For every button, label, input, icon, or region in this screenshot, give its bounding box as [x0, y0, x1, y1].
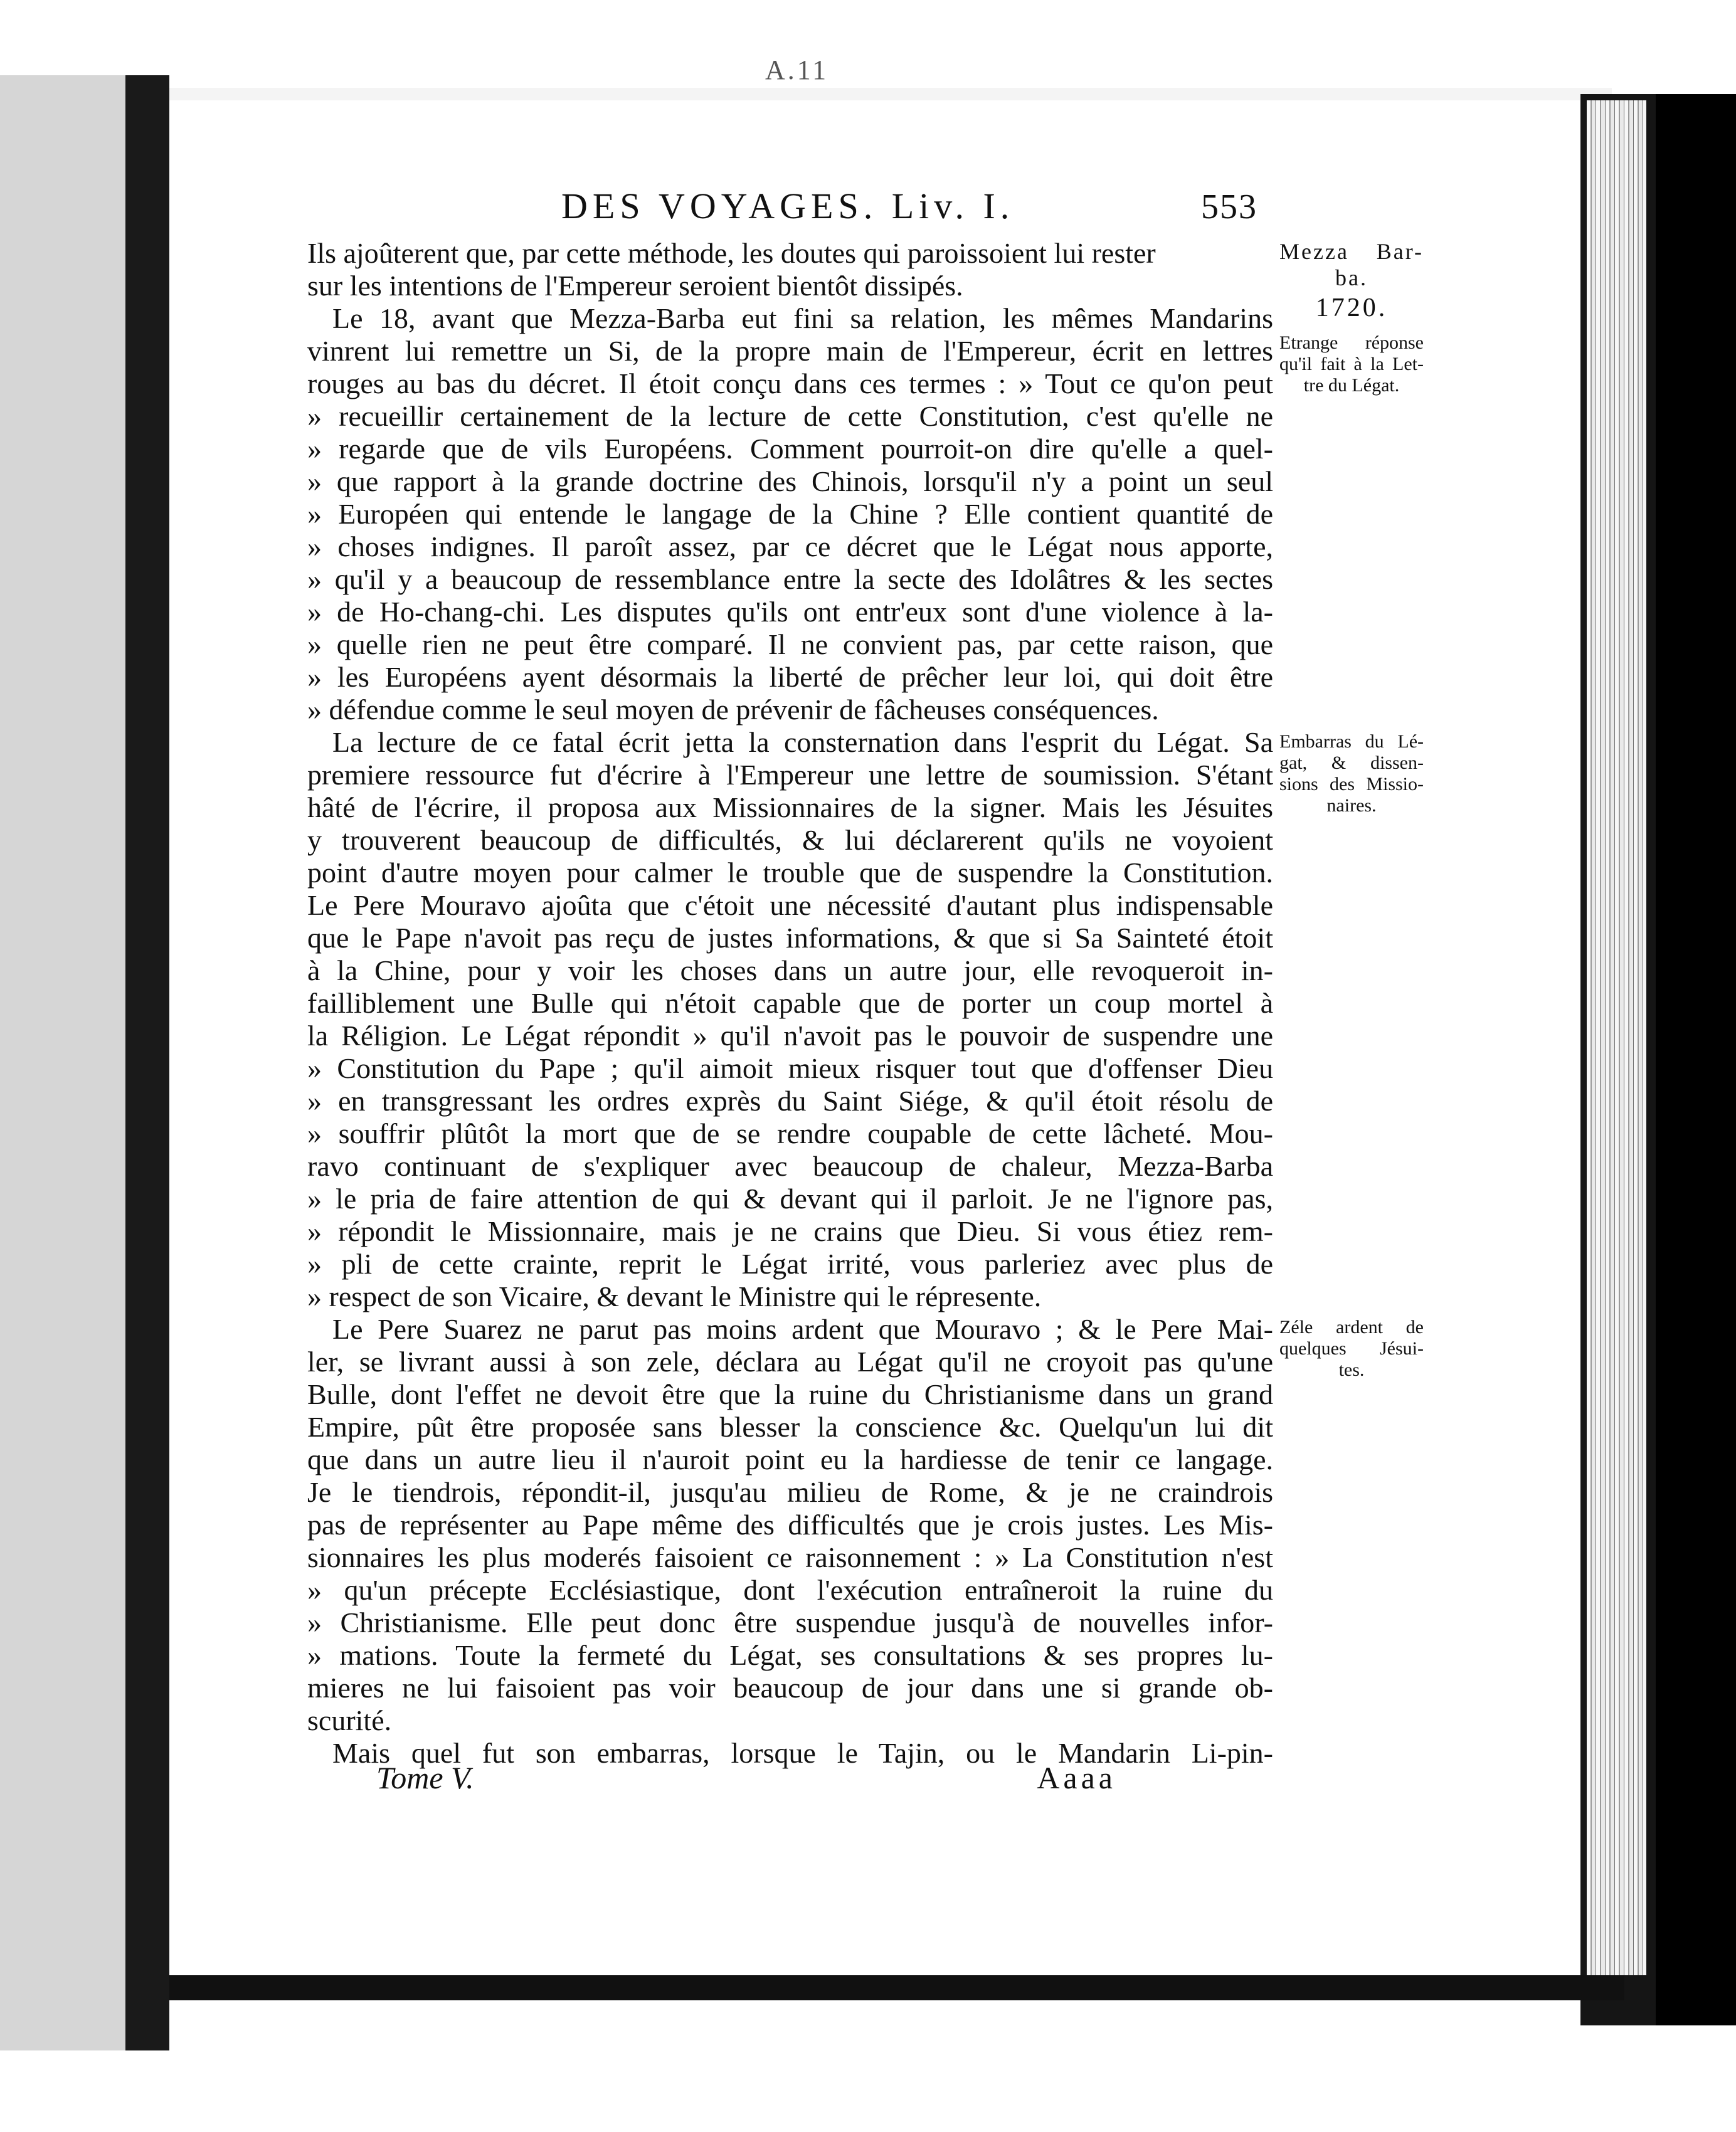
body-line: » quelle rien ne peut être comparé. Il ne convient pas, par cette raison, que: [307, 628, 1273, 660]
body-line: » en transgressant les ordres exprès du Saint Siége, & qu'il étoit résolu de: [307, 1085, 1273, 1117]
body-line: » Christianisme. Elle peut donc être suspendue jusqu'à de nouvelles infor-: [307, 1607, 1273, 1639]
margin-note-line: gat, & dissen-: [1279, 752, 1424, 773]
body-line: Le 18, avant que Mezza-Barba eut fini sa relation, les mêmes Mandarins: [332, 302, 1273, 334]
running-head: [561, 185, 1257, 229]
body-line: premiere ressource fut d'écrire à l'Empereur une lettre de soumission. S'étant: [307, 759, 1273, 791]
body-line: que le Pape n'avoit pas reçu de justes informations, & que si Sa Sainteté étoit: [307, 922, 1273, 954]
body-line: Le Pere Suarez ne parut pas moins ardent que Mouravo ; & le Pere Mai-: [332, 1313, 1273, 1345]
body-line: » qu'un précepte Ecclésiastique, dont l'exécution entraîneroit la ruine du: [307, 1574, 1273, 1606]
top-mark: A.11: [765, 55, 829, 85]
margin-note-line: 1720.: [1315, 293, 1388, 322]
body-line: » pli de cette crainte, reprit le Légat irrité, vous parleriez avec plus de: [307, 1248, 1273, 1280]
body-line: » répondit le Missionnaire, mais je ne crains que Dieu. Si vous étiez rem-: [307, 1215, 1273, 1247]
body-line: » Constitution du Pape ; qu'il aimoit mieux risquer tout que d'offenser Dieu: [307, 1052, 1273, 1084]
body-line: La lecture de ce fatal écrit jetta la consternation dans l'esprit du Légat. Sa: [332, 726, 1273, 758]
page-number: 553: [1201, 187, 1257, 226]
body-line: » souffrir plûtôt la mort que de se rendre coupable de cette lâcheté. Mou-: [307, 1117, 1273, 1149]
body-line: » Européen qui entende le langage de la Chine ? Elle contient quantité de: [307, 498, 1273, 530]
bottom-scan-border: [169, 1975, 1624, 2000]
left-page-edge: [0, 75, 144, 2050]
body-line: Le Pere Mouravo ajoûta que c'étoit une nécessité d'autant plus indispensable: [307, 889, 1273, 921]
body-line: pas de représenter au Pape même des difficultés que je crois justes. Les Mis-: [307, 1509, 1273, 1541]
body-line: failliblement une Bulle qui n'étoit capable que de porter un coup mortel à: [307, 987, 1273, 1019]
body-line: point d'autre moyen pour calmer le trouble que de suspendre la Constitution.: [307, 857, 1273, 889]
body-line: ravo continuant de s'expliquer avec beaucoup de chaleur, Mezza-Barba: [307, 1150, 1273, 1182]
body-line: Mais quel fut son embarras, lorsque le Tajin, ou le Mandarin Li-pin-: [332, 1737, 1273, 1769]
margin-note-line: Embarras du Lé-: [1279, 731, 1424, 752]
body-line: » respect de son Vicaire, & devant le Ministre qui le répresente.: [307, 1280, 1042, 1312]
book-gutter: [125, 75, 169, 2050]
body-line: Ils ajoûterent que, par cette méthode, les doutes qui paroissoient lui rester: [307, 237, 1156, 269]
margin-note-line: tes.: [1338, 1359, 1365, 1380]
body-line: sur les intentions de l'Empereur seroient bientôt dissipés.: [307, 270, 963, 302]
body-line: » le pria de faire attention de qui & devant qui il parloit. Je ne l'ignore pas,: [307, 1183, 1273, 1215]
margin-note-running-subject: [1279, 238, 1424, 291]
body-line: vinrent lui remettre un Si, de la propre main de l'Empereur, écrit en lettres: [307, 335, 1273, 367]
body-line: hâté de l'écrire, il proposa aux Missionnaires de la signer. Mais les Jésuites: [307, 791, 1273, 823]
margin-note-line: ba.: [1335, 265, 1368, 290]
body-line: » que rapport à la grande doctrine des Chinois, lorsqu'il n'y a point un seul: [307, 465, 1273, 497]
body-line: » de Ho-chang-chi. Les disputes qu'ils ont entr'eux sont d'une violence à la-: [307, 596, 1273, 628]
margin-note-line: quelques Jésui-: [1279, 1338, 1424, 1359]
margin-note-year: [1279, 293, 1424, 322]
body-line: » défendue comme le seul moyen de prévenir de fâcheuses conséquences.: [307, 694, 1159, 726]
body-line: » mations. Toute la fermeté du Légat, ses consultations & ses propres lu-: [307, 1639, 1273, 1671]
margin-note-line: Etrange réponse: [1279, 332, 1424, 353]
stacked-page-edges: [1587, 100, 1646, 1975]
body-line: sionnaires les plus moderés faisoient ce raisonnement : » La Constitution n'est: [307, 1541, 1273, 1573]
body-line: Empire, pût être proposée sans blesser la conscience &c. Quelqu'un lui dit: [307, 1411, 1273, 1443]
body-line: rouges au bas du décret. Il étoit conçu dans ces termes : » Tout ce qu'on peut: [307, 367, 1273, 399]
body-line: la Réligion. Le Légat répondit » qu'il n'avoit pas le pouvoir de suspendre une: [307, 1020, 1273, 1052]
margin-note-line: tre du Légat.: [1303, 375, 1400, 396]
body-line: que dans un autre lieu il n'auroit point eu la hardiesse de tenir ce langage.: [307, 1443, 1273, 1475]
margin-note-line: qu'il fait à la Let-: [1279, 354, 1424, 374]
top-border: [169, 88, 1612, 100]
tome-label: Tome V.: [376, 1760, 474, 1795]
body-line: » qu'il y a beaucoup de ressemblance entre la secte des Idolâtres & les sectes: [307, 563, 1273, 595]
body-line: » recueillir certainement de la lecture de cette Constitution, c'est qu'elle ne: [307, 400, 1273, 432]
margin-note-line: naires.: [1326, 795, 1377, 816]
signature-mark: Aaaa: [1037, 1760, 1116, 1795]
body-line: Je le tiendrois, répondit-il, jusqu'au milieu de Rome, & je ne craindrois: [307, 1476, 1273, 1508]
margin-note-line: sions des Missio-: [1279, 774, 1424, 794]
margin-note-zele: [1279, 1317, 1424, 1381]
right-scan-edge: [1656, 94, 1736, 2025]
body-line: scurité.: [307, 1704, 392, 1736]
margin-note-line: Zéle ardent de: [1279, 1317, 1424, 1338]
body-line: y trouverent beaucoup de difficultés, & lui déclarerent qu'ils ne voyoient: [307, 824, 1273, 856]
margin-note-line: Mezza Bar-: [1279, 239, 1424, 264]
body-line: » les Européens ayent désormais la liberté de prêcher leur loi, qui doit être: [307, 661, 1273, 693]
body-line: » choses indignes. Il paroît assez, par ce décret que le Légat nous apporte,: [307, 530, 1273, 562]
margin-note-embarras: [1279, 731, 1424, 816]
page-footer: [376, 1760, 1116, 1795]
body-line: ler, se livrant aussi à son zele, déclara au Légat qu'il ne croyoit pas qu'une: [307, 1346, 1273, 1378]
body-line: Bulle, dont l'effet ne devoit être que la ruine du Christianisme dans un grand: [307, 1378, 1273, 1410]
body-line: mieres ne lui faisoient pas voir beaucoup de jour dans une si grande ob-: [307, 1672, 1273, 1704]
body-line: » regarde que de vils Européens. Comment pourroit-on dire qu'elle a quel-: [307, 433, 1273, 465]
margin-note-reponse: [1279, 332, 1424, 396]
body-line: à la Chine, pour y voir les choses dans un autre jour, elle revoqueroit in-: [307, 954, 1273, 986]
running-head-title: DES VOYAGES. Liv. I.: [561, 186, 1015, 226]
